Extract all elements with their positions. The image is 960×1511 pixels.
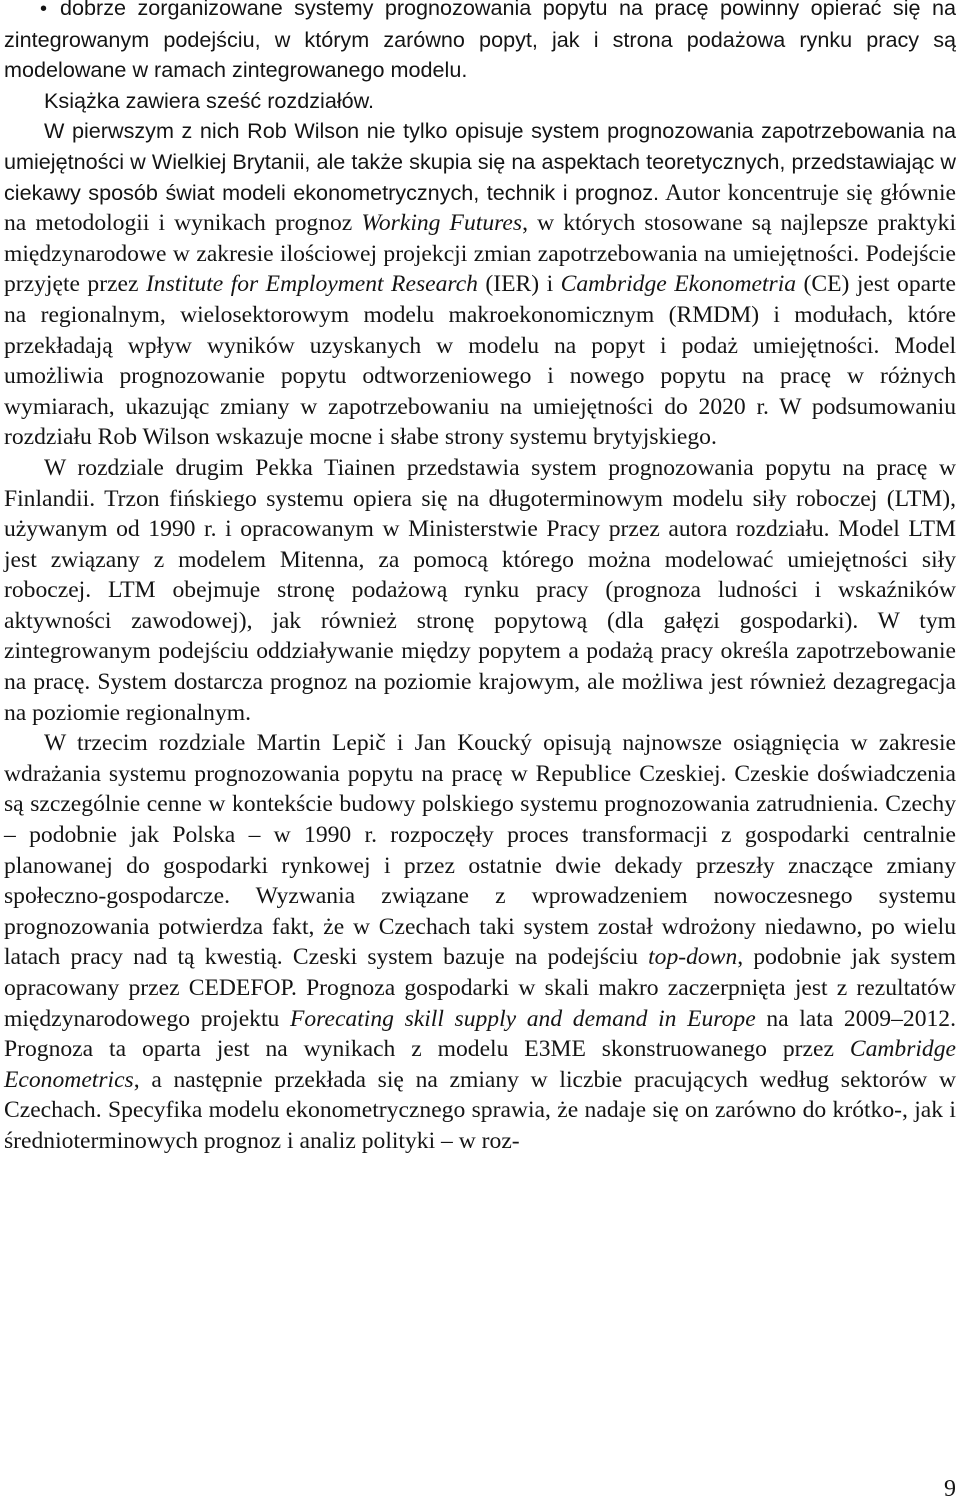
paragraph-3-italic-cambridge-econometrics: Cambridge Econometrics bbox=[4, 1036, 956, 1093]
paragraph-3-part-d: , a następnie przekłada się na zmiany w liczbie pracujących według sektorów w Czechach. Specyfika modelu ekonometrycznego sprawia, że nadaje się on zarówno do krótko-, jak i średnioterminowych prognoz i analiz polityki – w roz- bbox=[4, 1066, 956, 1154]
paragraph-3-part-a: W trzecim rozdziale Martin Lepič i Jan Koucký opisują najnowsze osiągnięcia w zakresie wdrażania systemu prognozowania popytu na pracę w Republice Czeskiej. Czeskie doświadczenia są szczególnie cenne w kontekście budowy polskiego systemu prognozowania zatrudnienia. Czechy – podobnie jak Polska – w 1990 r. rozpoczęły proces transformacji z gospodarki centralnie planowanej do gospodarki rynkowej i przez ostatnie dwie dekady przeszły znaczące zmiany społeczno-gospodarcze. Wyzwania związane z wprowadzeniem nowoczesnego systemu prognozowania potwierdza fakt, że w Czechach taki system został wdrożony niedawno, po wielu latach pracy nad tą kwestią. Czeski system bazuje na podejściu bbox=[4, 730, 956, 971]
intro-paragraph bbox=[4, 86, 956, 117]
bullet-icon: • bbox=[40, 0, 48, 20]
paragraph-chapter-1 bbox=[4, 116, 956, 453]
paragraph-1-part-b: Autor koncentruje się głównie na metodologii i wynikach prognoz bbox=[4, 179, 956, 237]
paragraph-1-part-e: (CE) jest oparte na regionalnym, wielosektorowym modelu makroekonomicznym (RMDM) i modułach, które przekładają wpływ wyników uzyskanych w modelu na popyt i podaż umiejętności. Model umożliwia prognozowanie popytu odtworzeniowego i nowego popytu na pracę w różnych wymiarach, ukazując zmiany w zapotrzebowaniu na umiejętności do 2020 r. W podsumowaniu rozdziału Rob Wilson wskazuje mocne i słabe strony systemu brytyjskiego. bbox=[4, 271, 956, 451]
paragraph-2-text: W rozdziale drugim Pekka Tiainen przedstawia system prognozowania popytu na pracę w Finlandii. Trzon fińskiego systemu opiera się na długoterminowym modelu siły roboczej (LTM), używanym od 1990 r. i opracowanym w Ministerstwie Pracy przez autora rozdziału. Model LTM jest związany z modelem Mitenna, za pomocą którego można modelować umiejętności siły roboczej. LTM obejmuje stronę podażową rynku pracy (prognoza ludności i wskaźników aktywności zawodowej), jak również stronę popytową (dla gałęzi gospodarki). W tym zintegrowanym podejściu oddziaływanie między popytem a podażą pracy określa zapotrzebowanie na pracę. System dostarcza prognoz na poziomie krajowym, ale możliwa jest również dezagregacja na poziomie regionalnym. bbox=[4, 454, 956, 726]
paragraph-chapter-3 bbox=[4, 728, 956, 1156]
bullet-paragraph bbox=[4, 0, 956, 86]
body-text bbox=[4, 0, 956, 1157]
paragraph-3-part-b: , podobnie jak system opracowany przez CEDEFOP. Prognoza gospodarki w skali makro zaczerpnięta jest z rezultatów międzynarodowego projektu bbox=[4, 944, 957, 1032]
paragraph-3-italic-project-title: Forecating skill supply and demand in Europe bbox=[289, 1005, 756, 1032]
paragraph-1-italic-ce: Cambridge Ekonometria bbox=[560, 271, 797, 298]
paragraph-1-italic-working-futures: Working Futures bbox=[361, 210, 523, 237]
paragraph-1-part-d: (IER) i bbox=[477, 271, 561, 298]
bullet-text: dobrze zorganizowane systemy prognozowania popytu na pracę powinny opierać się na zintegrowanym podejściu, w którym zarówno popyt, jak i strona podażowa rynku pracy są modelowane w ramach zintegrowanego modelu. bbox=[4, 0, 956, 83]
paragraph-3-italic-top-down: top-down bbox=[648, 944, 738, 971]
page-number: 9 bbox=[944, 1476, 956, 1502]
paragraph-3-part-c: na lata 2009–2012. Prognoza ta oparta jest na wynikach z modelu E3ME skonstruowanego przez bbox=[4, 1005, 956, 1063]
paragraph-1-sans-part: W pierwszym z nich Rob Wilson nie tylko opisuje system prognozowania zapotrzebowania na umiejętności w Wielkiej Brytanii, ale także skupia się na aspektach teoretycznych, przedstawiając w ciekawy sposób świat modeli ekonometrycznych, technik i prognoz. bbox=[4, 118, 956, 205]
intro-text: Książka zawiera sześć rozdziałów. bbox=[44, 87, 375, 113]
paragraph-chapter-2 bbox=[4, 453, 956, 728]
paragraph-1-part-c: , w których stosowane są najlepsze praktyki międzynarodowe w zakresie ilościowej projekcji zmian zapotrzebowania na umiejętności. Podejście przyjęte przez bbox=[4, 210, 956, 298]
paragraph-1-italic-ier: Institute for Employment Research bbox=[145, 271, 478, 298]
